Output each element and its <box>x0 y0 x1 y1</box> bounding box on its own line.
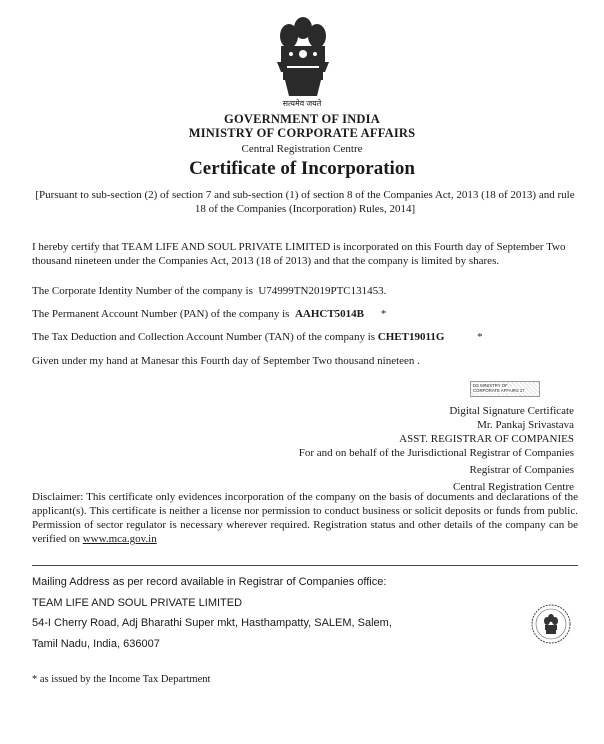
signature-designation: ASST. REGISTRAR OF COMPANIES <box>399 433 574 445</box>
ministry-heading: MINISTRY OF CORPORATE AFFAIRS <box>188 126 416 140</box>
mailing-company-name: TEAM LIFE AND SOUL PRIVATE LIMITED <box>32 597 243 609</box>
national-emblem-icon <box>263 6 343 106</box>
centre-heading: Central Registration Centre <box>241 143 363 155</box>
given-line: Given under my hand at Manesar this Fourth day of September Two thousand nineteen . <box>32 355 420 367</box>
disclaimer <box>32 490 578 546</box>
mailing-heading: Mailing Address as per record available in Registrar of Companies office: <box>32 576 387 588</box>
tan-star: * <box>477 331 483 343</box>
cin-label: The Corporate Identity Number of the company is <box>32 285 253 297</box>
footnote: * as issued by the Income Tax Department <box>32 674 211 685</box>
pan-label: The Permanent Account Number (PAN) of the company is <box>32 308 290 320</box>
mailing-address-line1: 54-I Cherry Road, Adj Bharathi Super mkt, Hasthampatty, SALEM, Salem, <box>32 617 392 629</box>
tan-line <box>32 330 483 344</box>
pan-value: AAHCT5014B <box>294 308 364 320</box>
signature-behalf: For and on behalf of the Jurisdictional Registrar of Companies <box>298 447 574 459</box>
pursuant-clause: [Pursuant to sub-section (2) of section 7 and sub-section (1) of section 8 of the Companies Act, 2013 (18 of 2013) and rule 18 of the Companies (Incorporation) Rules, 2014] <box>35 189 575 215</box>
digital-signature-stamp: DS MINISTRY OF CORPORATE AFFAIRS 27 <box>470 381 540 397</box>
signature-line-1: Digital Signature Certificate <box>449 405 574 417</box>
mca-link[interactable]: www.mca.gov.in <box>82 533 157 545</box>
certify-paragraph: I hereby certify that TEAM LIFE AND SOUL PRIVATE LIMITED is incorporated on this Fourth day of September Two thousand nineteen under the Companies Act, 2013 (18 of 2013) and that the company is limited by shares. <box>32 241 566 267</box>
emblem-motto: सत्यमेव जयते <box>282 99 322 108</box>
tan-label: The Tax Deduction and Collection Account Number (TAN) of the company is <box>32 331 376 343</box>
certificate-title: Certificate of Incorporation <box>189 158 415 179</box>
government-heading: GOVERNMENT OF INDIA <box>224 112 380 126</box>
official-seal-icon <box>530 603 572 645</box>
disclaimer-text: Disclaimer: This certificate only evidences incorporation of the company on the basis of documents and declarations of the applicant(s). This certificate is neither a license nor permission to conduct business or solicit deposits or funds from public. Permission of sector regulator is necessary wherever required. Registration status and other details of the company can be verified on <box>32 491 578 545</box>
signature-centre: Central Registration Centre <box>453 481 574 493</box>
mailing-address-line2: Tamil Nadu, India, 636007 <box>32 638 160 650</box>
cin-value: U74999TN2019PTC131453. <box>258 285 387 297</box>
divider <box>32 565 578 566</box>
pan-line <box>32 307 386 321</box>
cin-line <box>32 284 386 298</box>
signature-registrar: Registrar of Companies <box>469 464 574 476</box>
tan-value: CHET19011G <box>377 331 445 343</box>
pan-star: * <box>380 308 387 320</box>
signature-name: Mr. Pankaj Srivastava <box>477 419 574 431</box>
